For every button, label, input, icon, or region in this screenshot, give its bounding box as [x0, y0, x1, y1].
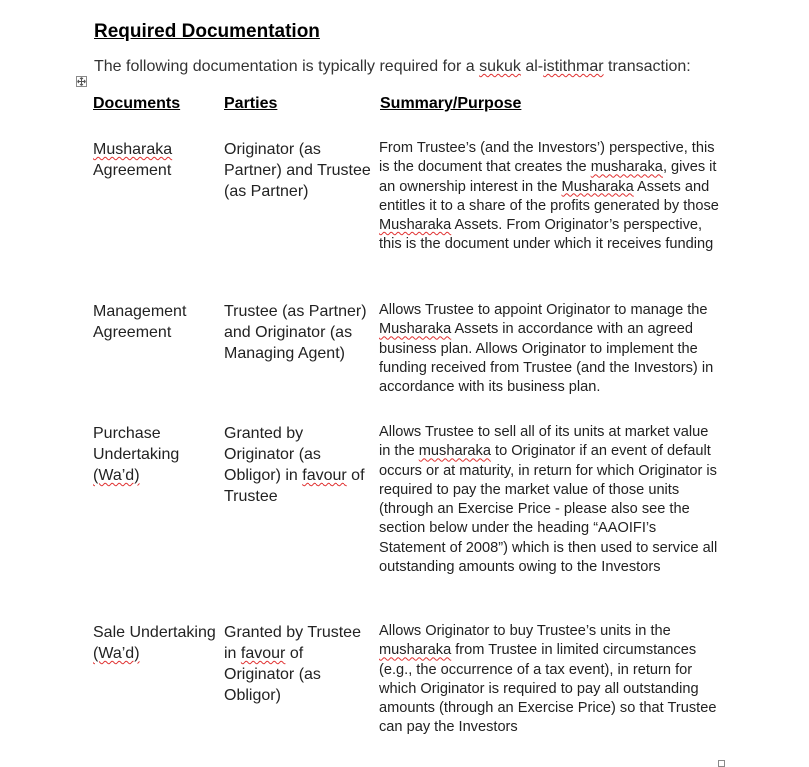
- cell-summary: [379, 301, 719, 397]
- cell-text: of Trustee: [224, 467, 365, 505]
- spellcheck-word[interactable]: Musharaka: [379, 321, 452, 338]
- cell-text: Granted by Trustee in: [224, 624, 361, 662]
- cell-document: [93, 301, 218, 343]
- spellcheck-word[interactable]: favour: [240, 645, 286, 662]
- intro-text: The following documentation is typically required for a: [94, 58, 480, 75]
- table-move-handle-icon[interactable]: [76, 76, 87, 87]
- spellcheck-word[interactable]: (Wa’d): [93, 467, 140, 484]
- cell-parties: [224, 139, 374, 202]
- cell-document: [93, 139, 218, 181]
- spellcheck-word[interactable]: sukuk: [479, 58, 521, 75]
- header-parties: Parties: [224, 95, 278, 112]
- spellcheck-word[interactable]: Musharaka: [379, 217, 452, 234]
- cell-text: Originator (as Partner) and Trustee (as Partner): [224, 141, 371, 200]
- cell-text: Allows Trustee to appoint Originator to manage the: [379, 302, 708, 318]
- cell-text: from Trustee in limited circumstances (e.g., the occurrence of a tax event), in return for which Originator is required to pay all outstanding amounts (through an Exercise Price) so that Trustee can pay the Investors: [379, 642, 717, 736]
- cell-text: Purchase Undertaking: [93, 425, 180, 463]
- cell-text: Agreement: [93, 162, 172, 179]
- spellcheck-word[interactable]: Musharaka: [561, 178, 634, 195]
- cell-summary: [379, 139, 719, 255]
- spellcheck-word[interactable]: (Wa’d): [93, 645, 140, 662]
- cell-parties: [224, 622, 374, 706]
- cell-text: , gives it an ownership interest in the: [379, 159, 717, 195]
- cell-document: [93, 423, 218, 486]
- spellcheck-word[interactable]: musharaka: [590, 159, 663, 176]
- document-title: Required Documentation: [94, 21, 320, 42]
- cell-summary: [379, 622, 719, 738]
- cell-text: From Trustee’s (and the Investors’) perspective, this is the document that creates the: [379, 140, 715, 176]
- header-summary: Summary/Purpose: [380, 95, 522, 112]
- cell-text: Allows Trustee to sell all of its units at market value in the: [379, 424, 709, 460]
- cell-text: Management Agreement: [93, 303, 187, 341]
- cell-text: Allows Originator to buy Trustee’s units in the: [379, 623, 671, 639]
- intro-text: transaction:: [603, 58, 691, 75]
- table-resize-handle[interactable]: [718, 760, 725, 767]
- spellcheck-word[interactable]: musharaka: [418, 443, 491, 460]
- spellcheck-word[interactable]: musharaka: [379, 642, 452, 659]
- spellcheck-word[interactable]: Musharaka: [93, 141, 173, 158]
- intro-paragraph: [94, 57, 691, 77]
- cell-text: Sale Undertaking: [93, 624, 216, 641]
- cell-text: Assets. From Originator’s perspective, this is the document under which it receives funding: [379, 217, 714, 253]
- cell-text: Granted by Originator (as Obligor) in: [224, 425, 321, 484]
- header-documents: Documents: [93, 95, 181, 112]
- cell-text: of Originator (as Obligor): [224, 645, 321, 704]
- cell-text: Trustee (as Partner) and Originator (as Managing Agent): [224, 303, 367, 362]
- cell-text: Assets in accordance with an agreed business plan. Allows Originator to implement the funding received from Trustee (and the Investors) in accordance with its business plan.: [379, 321, 714, 396]
- intro-text: al-: [520, 58, 544, 75]
- spellcheck-word[interactable]: istithmar: [543, 58, 604, 75]
- cell-document: [93, 622, 218, 664]
- spellcheck-word[interactable]: favour: [302, 467, 347, 484]
- cell-text: to Originator if an event of default occurs or at maturity, in return for which Originator is required to pay the market value of those units (through an Exercise Price - please also see the section below under the heading “AAOIFI’s Statement of 2008”) which is then used to service all outstanding amounts owing to the Investors: [379, 443, 718, 576]
- cell-parties: [224, 301, 374, 364]
- cell-summary: [379, 423, 719, 577]
- cell-parties: [224, 423, 374, 507]
- cell-text: Assets and entitles it to a share of the profits generated by those: [379, 178, 719, 214]
